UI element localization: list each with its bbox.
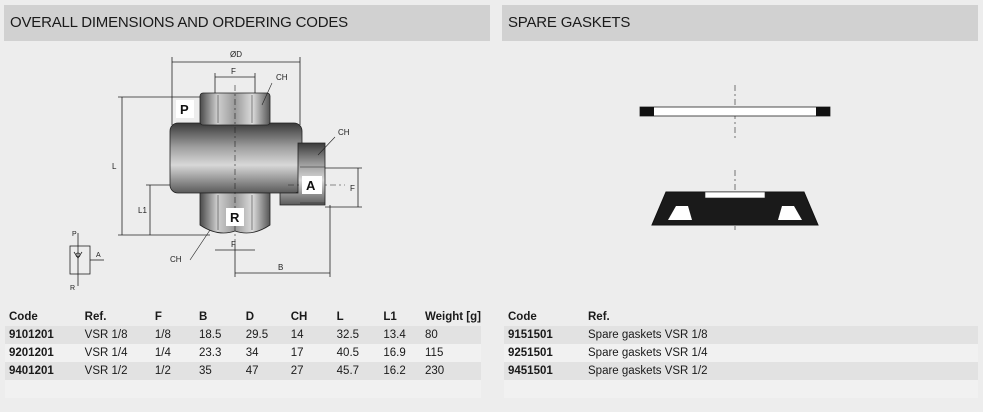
cell: 35 <box>199 365 212 377</box>
col-header: Weight [g] <box>425 311 481 323</box>
cell: 45.7 <box>336 365 360 377</box>
table-row <box>5 344 481 362</box>
valve-symbol-icon <box>60 228 120 293</box>
label-ch-top: CH <box>276 73 288 82</box>
cell: 18.5 <box>199 329 222 341</box>
cell: 32.5 <box>336 329 360 341</box>
cell: VSR 1/2 <box>84 365 128 377</box>
cell: Spare gaskets VSR 1/2 <box>588 365 708 377</box>
symbol-label-p: P <box>72 231 77 238</box>
cell-code: 9151501 <box>508 329 553 341</box>
cell: 14 <box>290 329 304 341</box>
cell: 80 <box>425 329 438 341</box>
table-row <box>504 344 978 362</box>
table-row <box>5 362 481 380</box>
col-header: F <box>154 311 162 323</box>
dimensions-section-title: OVERALL DIMENSIONS AND ORDERING CODES <box>4 5 490 41</box>
cell: 115 <box>425 347 444 359</box>
symbol-label-r: R <box>70 285 76 292</box>
cell-code: 9451501 <box>508 365 553 377</box>
cell: Spare gaskets VSR 1/8 <box>588 329 708 341</box>
spare-gaskets-section-title: SPARE GASKETS <box>502 5 978 41</box>
label-p: P <box>180 102 189 117</box>
col-header: D <box>245 311 255 323</box>
label-b: B <box>278 263 284 272</box>
cell-code: 9101201 <box>9 329 54 341</box>
col-header: L1 <box>383 311 397 323</box>
col-header: Code <box>508 311 537 323</box>
label-l1: L1 <box>138 206 147 215</box>
table-row <box>5 326 481 344</box>
label-ch-side: CH <box>338 128 350 137</box>
col-header: Ref. <box>84 311 107 323</box>
cell: 16.9 <box>383 347 406 359</box>
table-row <box>504 326 978 344</box>
table-row-empty <box>5 380 481 398</box>
table-header-row <box>5 308 481 326</box>
cell: 1/4 <box>154 347 171 359</box>
label-a: A <box>306 178 316 193</box>
cell-code: 9201201 <box>9 347 54 359</box>
cell: 34 <box>245 347 259 359</box>
cell: 29.5 <box>245 329 269 341</box>
cell: 27 <box>290 365 304 377</box>
cell: 1/8 <box>154 329 171 341</box>
cell: Spare gaskets VSR 1/4 <box>588 347 708 359</box>
col-header: Ref. <box>588 311 610 323</box>
col-header: CH <box>290 311 308 323</box>
cell: 17 <box>290 347 304 359</box>
cell: 230 <box>425 365 445 377</box>
cell: 13.4 <box>383 329 406 341</box>
table-header-row <box>504 308 978 326</box>
label-ch-bottom: CH <box>170 255 182 264</box>
cell-code: 9251501 <box>508 347 553 359</box>
label-l: L <box>112 162 117 171</box>
label-diameter: ØD <box>230 50 242 59</box>
cell: VSR 1/4 <box>84 347 128 359</box>
cell: 16.2 <box>383 365 406 377</box>
col-header: Code <box>9 311 38 323</box>
spare-gaskets-table <box>504 308 978 398</box>
cell: VSR 1/8 <box>84 329 128 341</box>
symbol-label-a: A <box>96 252 101 259</box>
col-header: L <box>336 311 344 323</box>
cell: 47 <box>245 365 259 377</box>
ordering-codes-table <box>5 308 481 398</box>
cell: 23.3 <box>199 347 222 359</box>
cell: 1/2 <box>154 365 171 377</box>
label-r: R <box>230 210 240 225</box>
label-f-bottom: F <box>231 240 236 249</box>
table-row <box>504 362 978 380</box>
col-header: B <box>199 311 208 323</box>
cell: 40.5 <box>336 347 360 359</box>
cell-code: 9401201 <box>9 365 54 377</box>
table-row-empty <box>504 380 978 398</box>
label-f-side: F <box>350 184 355 193</box>
spare-gaskets-drawing <box>630 80 840 240</box>
label-f-top: F <box>231 67 236 76</box>
